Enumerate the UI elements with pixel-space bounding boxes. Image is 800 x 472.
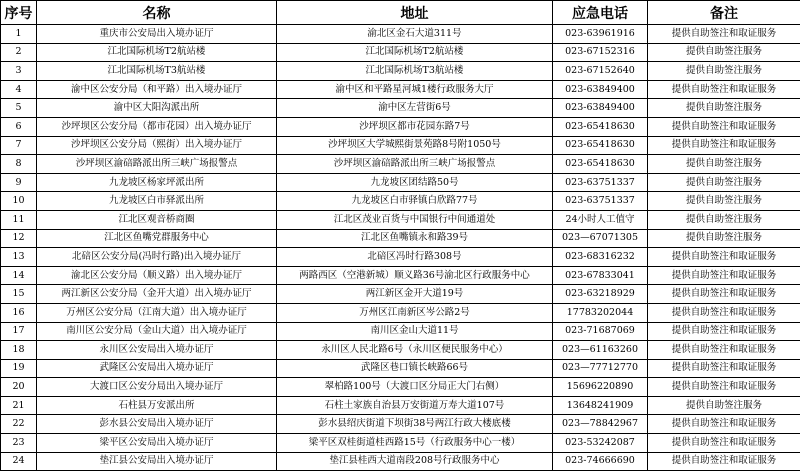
cell-name: 重庆市公安局出入境办证厅 — [37, 25, 277, 44]
cell-address: 渝中区和平路星河城1楼行政服务大厅 — [277, 80, 553, 99]
cell-note: 提供自助签注和取证服务 — [648, 378, 800, 397]
cell-name: 垫江县公安局出入境办证厅 — [37, 452, 277, 471]
cell-phone: 023-65418630 — [553, 155, 648, 174]
cell-address: 九龙坡区团结路50号 — [277, 173, 553, 192]
cell-no: 10 — [1, 192, 37, 211]
header-note: 备注 — [648, 1, 800, 25]
cell-name: 渝中区公安分局（和平路）出入境办证厅 — [37, 80, 277, 99]
header-row — [1, 1, 800, 25]
cell-name: 江北国际机场T3航站楼 — [37, 62, 277, 81]
cell-note: 提供自助签注和取证服务 — [648, 136, 800, 155]
cell-no: 18 — [1, 341, 37, 360]
cell-phone: 023-63751337 — [553, 173, 648, 192]
table-row — [1, 341, 800, 360]
cell-phone: 023-67152640 — [553, 62, 648, 81]
table-row — [1, 99, 800, 118]
cell-no: 9 — [1, 173, 37, 192]
cell-address: 垫江县桂西大道南段208号行政服务中心 — [277, 452, 553, 471]
cell-name: 渝中区大阳沟派出所 — [37, 99, 277, 118]
cell-phone: 023-63218929 — [553, 285, 648, 304]
cell-note: 提供自助签注和取证服务 — [648, 80, 800, 99]
table-row — [1, 229, 800, 248]
cell-phone: 023-63849400 — [553, 80, 648, 99]
cell-phone: 15696220890 — [553, 378, 648, 397]
cell-note: 提供自助签注和取证服务 — [648, 452, 800, 471]
table-row — [1, 266, 800, 285]
cell-note: 提供自助签注和取证服务 — [648, 359, 800, 378]
cell-no: 24 — [1, 452, 37, 471]
table-row — [1, 210, 800, 229]
cell-address: 江北区茂业百货与中国银行中间通道处 — [277, 210, 553, 229]
cell-note: 提供自助签注和取证服务 — [648, 117, 800, 136]
cell-name: 九龙坡区杨家坪派出所 — [37, 173, 277, 192]
cell-note: 提供自助签注和取证服务 — [648, 341, 800, 360]
table-body — [1, 25, 800, 471]
cell-no: 12 — [1, 229, 37, 248]
cell-name: 武隆区公安局出入境办证厅 — [37, 359, 277, 378]
cell-address: 九龙坡区白市驿镇白欣路77号 — [277, 192, 553, 211]
cell-name: 江北国际机场T2航站楼 — [37, 43, 277, 62]
cell-phone: 023-68316232 — [553, 248, 648, 267]
header-name: 名称 — [37, 1, 277, 25]
cell-no: 13 — [1, 248, 37, 267]
cell-no: 4 — [1, 80, 37, 99]
cell-address: 北碚区冯时行路308号 — [277, 248, 553, 267]
header-address: 地址 — [277, 1, 553, 25]
cell-phone: 023-67833041 — [553, 266, 648, 285]
table-row — [1, 117, 800, 136]
cell-note: 提供自助签注服务 — [648, 62, 800, 81]
table-row — [1, 136, 800, 155]
cell-phone: 023-67152316 — [553, 43, 648, 62]
header-no: 序号 — [1, 1, 37, 25]
cell-phone: 023—77712770 — [553, 359, 648, 378]
cell-phone: 023—67071305 — [553, 229, 648, 248]
table-row — [1, 452, 800, 471]
table-row — [1, 303, 800, 322]
cell-address: 两江新区金开大道19号 — [277, 285, 553, 304]
cell-note: 提供自助签注服务 — [648, 155, 800, 174]
cell-no: 8 — [1, 155, 37, 174]
cell-address: 南川区金山大道11号 — [277, 322, 553, 341]
cell-phone: 023—61163260 — [553, 341, 648, 360]
cell-name: 石柱县万安派出所 — [37, 396, 277, 415]
cell-no: 17 — [1, 322, 37, 341]
cell-name: 北碚区公安分局(冯时行路)出入境办证厅 — [37, 248, 277, 267]
cell-phone: 023-71687069 — [553, 322, 648, 341]
cell-note: 提供自助签注服务 — [648, 229, 800, 248]
cell-no: 15 — [1, 285, 37, 304]
cell-no: 1 — [1, 25, 37, 44]
cell-name: 彭水县公安局出入境办证厅 — [37, 415, 277, 434]
table-row — [1, 62, 800, 81]
cell-address: 江北区鱼嘴镇永和路39号 — [277, 229, 553, 248]
cell-name: 江北区观音桥商圈 — [37, 210, 277, 229]
cell-note: 提供自助签注服务 — [648, 173, 800, 192]
cell-address: 渝中区左营街6号 — [277, 99, 553, 118]
cell-no: 22 — [1, 415, 37, 434]
cell-address: 沙坪坝区都市花园东路7号 — [277, 117, 553, 136]
cell-name: 沙坪坝区公安分局（都市花园）出入境办证厅 — [37, 117, 277, 136]
table-row — [1, 434, 800, 453]
table-row — [1, 378, 800, 397]
cell-phone: 023-53242087 — [553, 434, 648, 453]
cell-address: 梁平区双桂街道桂西路15号（行政服务中心一楼） — [277, 434, 553, 453]
cell-address: 永川区人民北路6号（永川区便民服务中心） — [277, 341, 553, 360]
cell-name: 大渡口区公安分局出入境办证厅 — [37, 378, 277, 397]
table-row — [1, 43, 800, 62]
cell-note: 提供自助签注服务 — [648, 43, 800, 62]
table-row — [1, 415, 800, 434]
table-row — [1, 80, 800, 99]
cell-address: 江北国际机场T2航站楼 — [277, 43, 553, 62]
cell-phone: 24小时人工值守 — [553, 210, 648, 229]
cell-phone: 023-65418630 — [553, 117, 648, 136]
table-row — [1, 173, 800, 192]
cell-phone: 023—78842967 — [553, 415, 648, 434]
table-row — [1, 396, 800, 415]
cell-address: 渝北区金石大道311号 — [277, 25, 553, 44]
cell-no: 23 — [1, 434, 37, 453]
table-header — [1, 1, 800, 25]
cell-no: 2 — [1, 43, 37, 62]
cell-note: 提供自助签注和取证服务 — [648, 322, 800, 341]
cell-no: 6 — [1, 117, 37, 136]
cell-no: 16 — [1, 303, 37, 322]
cell-name: 沙坪坝区渝碚路派出所三峡广场报警点 — [37, 155, 277, 174]
cell-note: 提供自助签注服务 — [648, 210, 800, 229]
cell-note: 提供自助签注服务 — [648, 396, 800, 415]
cell-phone: 023-63751337 — [553, 192, 648, 211]
cell-name: 九龙坡区白市驿派出所 — [37, 192, 277, 211]
cell-address: 武隆区巷口镇长峡路66号 — [277, 359, 553, 378]
table-row — [1, 322, 800, 341]
table-row — [1, 248, 800, 267]
cell-name: 永川区公安局出入境办证厅 — [37, 341, 277, 360]
cell-no: 14 — [1, 266, 37, 285]
cell-phone: 023-65418630 — [553, 136, 648, 155]
cell-note: 提供自助签注和取证服务 — [648, 434, 800, 453]
cell-note: 提供自助签注和取证服务 — [648, 266, 800, 285]
cell-note: 提供自助签注和取证服务 — [648, 415, 800, 434]
cell-note: 提供自助签注服务 — [648, 99, 800, 118]
cell-address: 江北国际机场T3航站楼 — [277, 62, 553, 81]
cell-no: 5 — [1, 99, 37, 118]
cell-phone: 17783202044 — [553, 303, 648, 322]
header-phone: 应急电话 — [553, 1, 648, 25]
cell-name: 梁平区公安局出入境办证厅 — [37, 434, 277, 453]
cell-address: 万州区江南新区岑公路2号 — [277, 303, 553, 322]
table-row — [1, 359, 800, 378]
cell-note: 提供自助签注服务 — [648, 192, 800, 211]
cell-name: 万州区公安分局（江南大道）出入境办证厅 — [37, 303, 277, 322]
cell-no: 7 — [1, 136, 37, 155]
cell-address: 沙坪坝区大学城熙街景苑路8号附1050号 — [277, 136, 553, 155]
cell-note: 提供自助签注和取证服务 — [648, 285, 800, 304]
cell-note: 提供自助签注和取证服务 — [648, 248, 800, 267]
cell-phone: 13648241909 — [553, 396, 648, 415]
table-row — [1, 285, 800, 304]
cell-no: 20 — [1, 378, 37, 397]
table-row — [1, 25, 800, 44]
cell-note: 提供自助签注和取证服务 — [648, 25, 800, 44]
cell-no: 19 — [1, 359, 37, 378]
cell-phone: 023-74666690 — [553, 452, 648, 471]
cell-name: 渝北区公安分局（顺义路）出入境办证厅 — [37, 266, 277, 285]
cell-no: 11 — [1, 210, 37, 229]
cell-address: 翠柏路100号（大渡口区分局正大门右侧） — [277, 378, 553, 397]
cell-no: 21 — [1, 396, 37, 415]
table-row — [1, 155, 800, 174]
cell-phone: 023-63961916 — [553, 25, 648, 44]
cell-no: 3 — [1, 62, 37, 81]
cell-address: 石柱土家族自治县万安街道万寿大道107号 — [277, 396, 553, 415]
table-row — [1, 192, 800, 211]
cell-address: 两路西区（空港新城）顺义路36号渝北区行政服务中心 — [277, 266, 553, 285]
cell-address: 沙坪坝区渝碚路派出所三峡广场报警点 — [277, 155, 553, 174]
cell-note: 提供自助签注和取证服务 — [648, 303, 800, 322]
cell-address: 彭水县绍庆街道下坝街38号两江行政大楼底楼 — [277, 415, 553, 434]
cell-name: 沙坪坝区公安分局（熙街）出入境办证厅 — [37, 136, 277, 155]
cell-phone: 023-63849400 — [553, 99, 648, 118]
cell-name: 南川区公安分局（金山大道）出入境办证厅 — [37, 322, 277, 341]
cell-name: 江北区鱼嘴党群服务中心 — [37, 229, 277, 248]
cell-name: 两江新区公安分局（金开大道）出入境办证厅 — [37, 285, 277, 304]
